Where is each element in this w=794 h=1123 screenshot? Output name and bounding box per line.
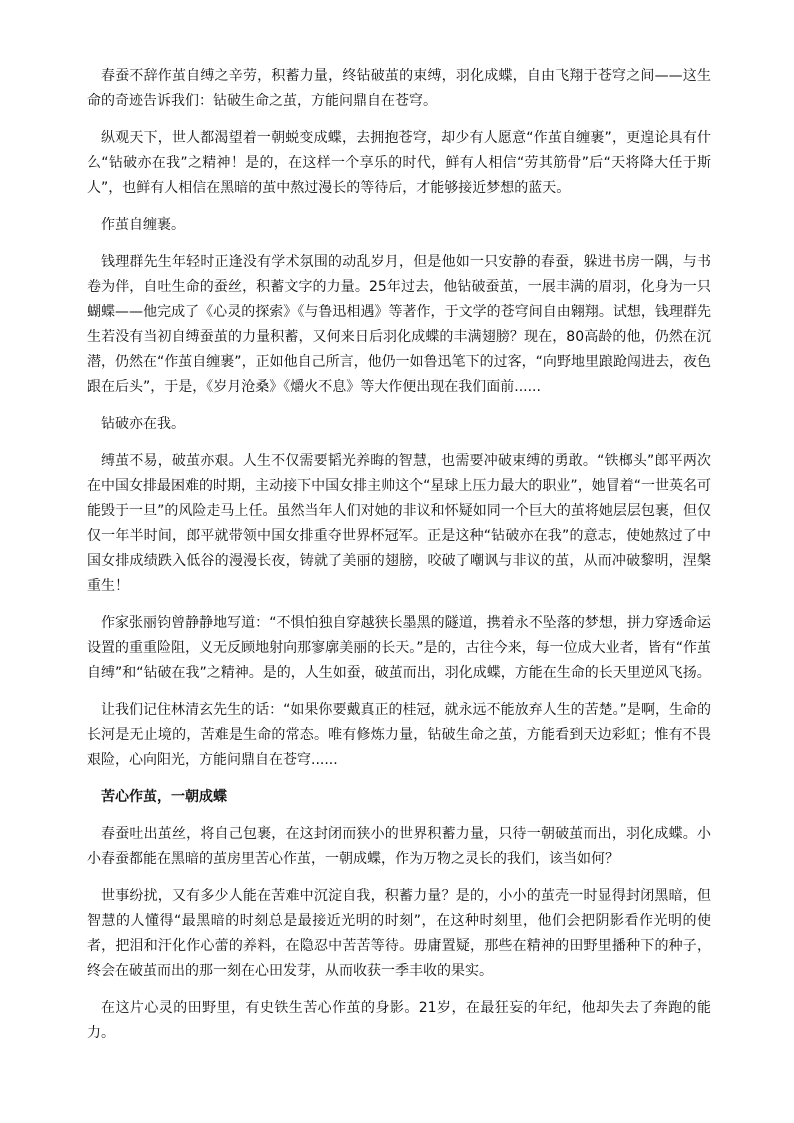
paragraph-lin-qingxuan: 让我们记住林清玄先生的话：“如果你要戴真正的桂冠，就永远不能放弃人生的苦楚。”是啊，生命的长河是无止境的，苦难是生命的常态。唯有修炼力量，钻破生命之茧，方能看到天边彩虹；惟有不畏艰险，心向阳光，方能问鼎自在苍穹...... (87, 702, 711, 768)
section-heading-make-cocoon: 作茧自缠裹。 (101, 217, 185, 233)
paragraph-zhang-lijun: 作家张丽钧曾静静地写道：“不惧怕独自穿越狭长墨黑的隧道，携着永不坠落的梦想，拼力穿透命运设置的重重险阻，义无反顾地射向那寥廓美丽的长天。”是的，古往今来，每一位成大业者，皆有“作茧自缚”和“钻破在我”之精神。是的，人生如蚕，破茧而出，羽化成蝶，方能在生命的长天里逆风飞扬。 (87, 615, 711, 681)
paragraph-silkworm: 春蚕吐出茧丝，将自己包裹，在这封闭而狭小的世界积蓄力量，只待一朝破茧而出，羽化成蝶。小小春蚕都能在黑暗的茧房里苦心作茧，一朝成蝶，作为万物之灵长的我们，该当如何？ (87, 826, 711, 867)
paragraph-overview: 纵观天下，世人都渴望着一朝蜕变成蝶，去拥抱苍穹，却少有人愿意“作茧自缠裹”，更遑论具有什么“钻破亦在我”之精神！是的，在这样一个享乐的时代，鲜有人相信“劳其筋骨”后“天将降大任于斯人”，也鲜有人相信在黑暗的茧中熬过漫长的等待后，才能够接近梦想的蓝天。 (87, 130, 711, 196)
essay-title-bold: 苦心作茧，一朝成蝶 (101, 789, 227, 805)
paragraph-qian-liqun: 钱理群先生年轻时正逢没有学术氛围的动乱岁月，但是他如一只安静的春蚕，躲进书房一隅，与书卷为伴，自吐生命的蚕丝，积蓄文字的力量。25年过去，他钻破蚕茧，一展丰满的眉羽，化身为一只蝴蝶——他完成了《心灵的探索》《与鲁迅相遇》等著作，于文学的苍穹间自由翱翔。试想，钱理群先生若没有当初自缚蚕茧的力量积蓄，又何来日后羽化成蝶的丰满翅膀？现在，80高龄的他，仍然在沉潜，仍然在“作茧自缠裹”，正如他自己所言，他仍一如鲁迅笔下的过客，“向野地里踉跄闯进去，夜色跟在后头”，于是，《岁月沧桑》《爝火不息》等大作便出现在我们面前...... (87, 254, 711, 395)
paragraph-world-turmoil: 世事纷扰，又有多少人能在苦难中沉淀自我，积蓄力量？是的，小小的茧壳一时显得封闭黑暗，但智慧的人懂得“最黑暗的时刻总是最接近光明的时刻”，在这种时刻里，他们会把阴影看作光明的使者，把泪和汗化作心蕾的养料，在隐忍中苦苦等待。毋庸置疑，那些在精神的田野里播种下的种子，终会在破茧而出的那一刻在心田发芽，从而收获一季丰收的果实。 (87, 888, 711, 979)
section-heading-break-through: 钻破亦在我。 (101, 416, 185, 432)
paragraph-shi-tiesheng: 在这片心灵的田野里，有史铁生苦心作茧的身影。21岁，在最狂妄的年纪，他却失去了奔跑的能力。 (87, 1000, 711, 1041)
paragraph-intro: 春蚕不辞作茧自缚之辛劳，积蓄力量，终钻破茧的束缚，羽化成蝶，自由飞翔于苍穹之间——这生命的奇迹告诉我们：钻破生命之茧，方能问鼎自在苍穹。 (87, 68, 711, 109)
paragraph-lang-ping: 缚茧不易，破茧亦艰。人生不仅需要韬光养晦的智慧，也需要冲破束缚的勇敢。“铁榔头”郎平两次在中国女排最困难的时期，主动接下中国女排主帅这个“星球上压力最大的职业”，她冒着“一世英名可能毁于一旦”的风险走马上任。虽然当年人们对她的非议和怀疑如同一个巨大的茧将她层层包裹，但仅仅一年半时间，郎平就带领中国女排重夺世界杯冠军。正是这种“钻破亦在我”的意志，使她熬过了中国女排成绩跌入低谷的漫漫长夜，铸就了美丽的翅膀，咬破了嘲讽与非议的茧，从而冲破黎明，涅槃重生！ (87, 453, 711, 594)
